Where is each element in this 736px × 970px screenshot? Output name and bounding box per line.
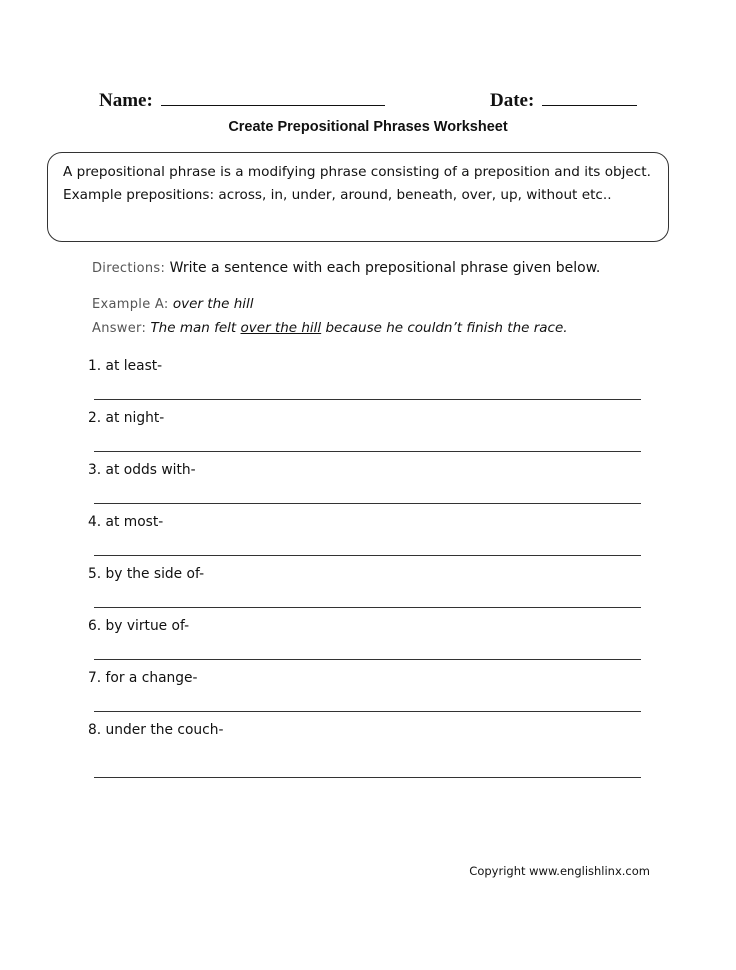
example-prepositions: Example prepositions: across, in, under, around, beneath, over, up, without etc..: [63, 187, 612, 203]
answer-line[interactable]: [94, 607, 641, 608]
date-label: Date:: [490, 90, 535, 111]
example-answer: [92, 320, 568, 336]
exercise-item: 2. at night-: [88, 410, 165, 426]
example: [92, 296, 254, 312]
directions-label: Directions:: [92, 261, 166, 276]
exercise-item: 6. by virtue of-: [88, 618, 190, 634]
name-label: Name:: [99, 90, 153, 111]
answer-line[interactable]: [94, 711, 641, 712]
answer-label: Answer:: [92, 321, 147, 336]
answer-line[interactable]: [94, 777, 641, 778]
copyright: Copyright www.englishlinx.com: [469, 864, 650, 878]
exercise-item: 5. by the side of-: [88, 566, 205, 582]
definition-box: [47, 152, 669, 242]
name-field: [99, 88, 385, 112]
directions: [92, 260, 600, 276]
exercise-item: 8. under the couch-: [88, 722, 224, 738]
answer-line[interactable]: [94, 503, 641, 504]
directions-text: Write a sentence with each prepositional phrase given below.: [169, 260, 601, 276]
answer-text-before: The man felt: [150, 320, 237, 336]
date-field: [490, 88, 637, 112]
exercise-item: 7. for a change-: [88, 670, 198, 686]
date-blank[interactable]: [542, 88, 637, 106]
exercise-item: 1. at least-: [88, 358, 163, 374]
worksheet-title: Create Prepositional Phrases Worksheet: [228, 119, 508, 135]
name-blank[interactable]: [161, 88, 385, 106]
answer-line[interactable]: [94, 451, 641, 452]
answer-underlined: over the hill: [240, 320, 322, 336]
definition-text: A prepositional phrase is a modifying phrase consisting of a preposition and its object.: [63, 164, 651, 180]
answer-line[interactable]: [94, 555, 641, 556]
exercise-item: 4. at most-: [88, 514, 164, 530]
answer-line[interactable]: [94, 399, 641, 400]
answer-line[interactable]: [94, 659, 641, 660]
exercise-item: 3. at odds with-: [88, 462, 196, 478]
example-phrase: over the hill: [172, 296, 254, 312]
example-label: Example A:: [92, 297, 169, 312]
answer-text-after: because he couldn’t finish the race.: [325, 320, 568, 336]
